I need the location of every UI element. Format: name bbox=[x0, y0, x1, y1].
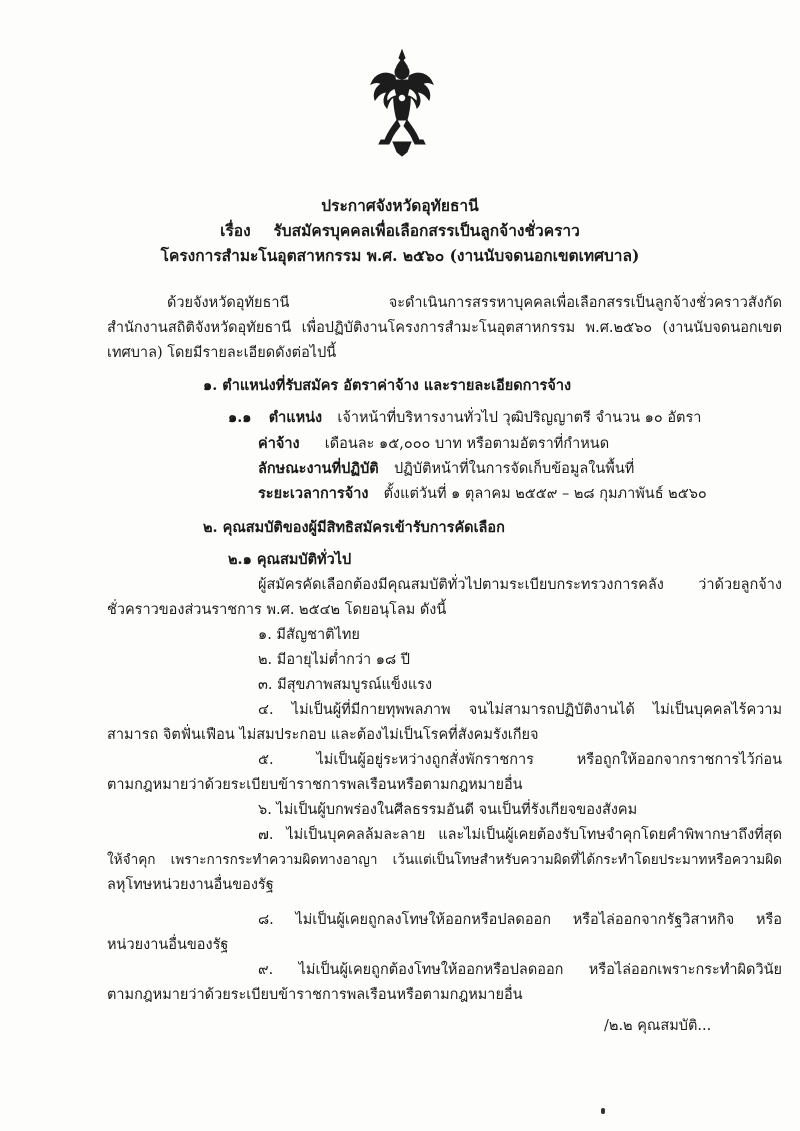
qualification-item-6: ๖. ไม่เป็นผู้บกพร่องในศีลธรรมอันดี จนเป็นที่รังเกียจของสังคม bbox=[258, 802, 638, 818]
intro-line-3: เทศบาล) โดยมีรายละเอียดดังต่อไปนี้ bbox=[107, 345, 337, 361]
period-row bbox=[258, 484, 707, 504]
section-1-heading: ๑. ตำแหน่งที่รับสมัคร อัตราค่าจ้าง และรายละเอียดการจ้าง bbox=[203, 377, 572, 394]
wage-row bbox=[258, 434, 609, 454]
scan-mark bbox=[601, 1108, 605, 1114]
qualification-item-3: ๓. มีสุขภาพสมบูรณ์แข็งแรง bbox=[258, 677, 433, 693]
qualification-item-4-cont: สามารถ จิตฟั่นเฟือน ไม่สมประกอบ และต้องไม่เป็นโรคที่สังคมรังเกียจ bbox=[107, 727, 539, 743]
qualification-item-7-cont: ให้จำคุก เพราะการกระทำความผิดทางอาญา เว้นแต่เป็นโทษสำหรับความผิดที่ได้กระทำโดยประมาทหรือความผิด bbox=[107, 852, 782, 868]
qualification-item-4: ๔. ไม่เป็นผู้ที่มีกายทุพพลภาพ จนไม่สามารถปฏิบัติงานได้ ไม่เป็นบุคคลไร้ความ bbox=[258, 702, 782, 718]
qualification-item-2: ๒. มีอายุไม่ต่ำกว่า ๑๘ ปี bbox=[258, 652, 410, 668]
work-value: ปฏิบัติหน้าที่ในการจัดเก็บข้อมูลในพื้นที่ bbox=[393, 461, 635, 477]
section-2-heading: ๒. คุณสมบัติของผู้มีสิทธิสมัครเข้ารับการคัดเลือก bbox=[203, 519, 505, 536]
section-2-1-heading: ๒.๑ คุณสมบัติทั่วไป bbox=[228, 551, 352, 568]
wage-label: ค่าจ้าง bbox=[258, 435, 300, 452]
work-label: ลักษณะงานที่ปฏิบัติ bbox=[258, 460, 379, 477]
position-value: เจ้าหน้าที่บริหารงานทั่วไป วุฒิปริญญาตรี จำนวน ๑๐ อัตรา bbox=[337, 410, 702, 426]
qualification-item-8: ๘. ไม่เป็นผู้เคยถูกลงโทษให้ออกหรือปลดออก หรือไล่ออกจากรัฐวิสาหกิจ หรือ bbox=[258, 912, 782, 928]
subject-label: เรื่อง bbox=[220, 221, 251, 240]
qualification-item-9-cont: ตามกฎหมายว่าด้วยระเบียบข้าราชการพลเรือนหรือตามกฎหมายอื่น bbox=[107, 987, 523, 1003]
position-row bbox=[228, 408, 701, 428]
qualification-intro-1: ผู้สมัครคัดเลือกต้องมีคุณสมบัติทั่วไปตามระเบียบกระทรวงการคลัง ว่าด้วยลูกจ้าง bbox=[258, 577, 782, 593]
qualification-item-7: ๗. ไม่เป็นบุคคลล้มละลาย และไม่เป็นผู้เคยต้องรับโทษจำคุกโดยคำพิพากษาถึงที่สุด bbox=[258, 827, 782, 843]
item-number: ๑.๑ bbox=[228, 409, 252, 426]
period-value: ตั้งแต่วันที่ ๑ ตุลาคม ๒๕๕๙ – ๒๘ กุมภาพันธ์ ๒๕๖๐ bbox=[383, 486, 707, 502]
work-row bbox=[258, 459, 634, 479]
project-title: โครงการสำมะโนอุตสาหกรรม พ.ศ. ๒๕๖๐ (งานนับจดนอกเขตเทศบาล) bbox=[160, 246, 640, 265]
announcement-subject-line bbox=[0, 221, 800, 241]
wage-value: เดือนละ ๑๕,๐๐๐ บาท หรือตามอัตราที่กำหนด bbox=[324, 436, 610, 452]
qualification-item-8-cont: หน่วยงานอื่นของรัฐ bbox=[107, 937, 229, 953]
intro-line-1: ด้วยจังหวัดอุทัยธานี จะดำเนินการสรรหาบุคคลเพื่อเลือกสรรเป็นลูกจ้างชั่วคราวสังกัด bbox=[167, 295, 782, 311]
announcement-title: ประกาศจังหวัดอุทัยธานี bbox=[321, 196, 479, 215]
qualification-item-5: ๕. ไม่เป็นผู้อยู่ระหว่างถูกสั่งพักราชการ หรือถูกให้ออกจากราชการไว้ก่อน bbox=[258, 752, 782, 768]
period-label: ระยะเวลาการจ้าง bbox=[258, 485, 369, 502]
qualification-item-7-cont-2: ลหุโทษหน่วยงานอื่นของรัฐ bbox=[107, 877, 274, 893]
garuda-emblem-icon bbox=[367, 48, 437, 158]
page-continuation: /๒.๒ คุณสมบัติ... bbox=[604, 1018, 712, 1034]
intro-line-2: สำนักงานสถิติจังหวัดอุทัยธานี เพื่อปฏิบัติงานโครงการสำมะโนอุตสาหกรรม พ.ศ.๒๕๖๐ (งานนับจดนอกเขต bbox=[107, 320, 782, 336]
qualification-item-1: ๑. มีสัญชาติไทย bbox=[258, 627, 360, 643]
qualification-intro-2: ชั่วคราวของส่วนราชการ พ.ศ. ๒๕๔๒ โดยอนุโลม ดังนี้ bbox=[107, 602, 447, 618]
qualification-item-9: ๙. ไม่เป็นผู้เคยถูกต้องโทษให้ออกหรือปลดออก หรือไล่ออกเพราะกระทำผิดวินัย bbox=[258, 962, 782, 978]
qualification-item-5-cont: ตามกฎหมายว่าด้วยระเบียบข้าราชการพลเรือนหรือตามกฎหมายอื่น bbox=[107, 777, 523, 793]
subject-text: รับสมัครบุคคลเพื่อเลือกสรรเป็นลูกจ้างชั่วคราว bbox=[273, 221, 580, 240]
position-label: ตำแหน่ง bbox=[268, 409, 323, 426]
